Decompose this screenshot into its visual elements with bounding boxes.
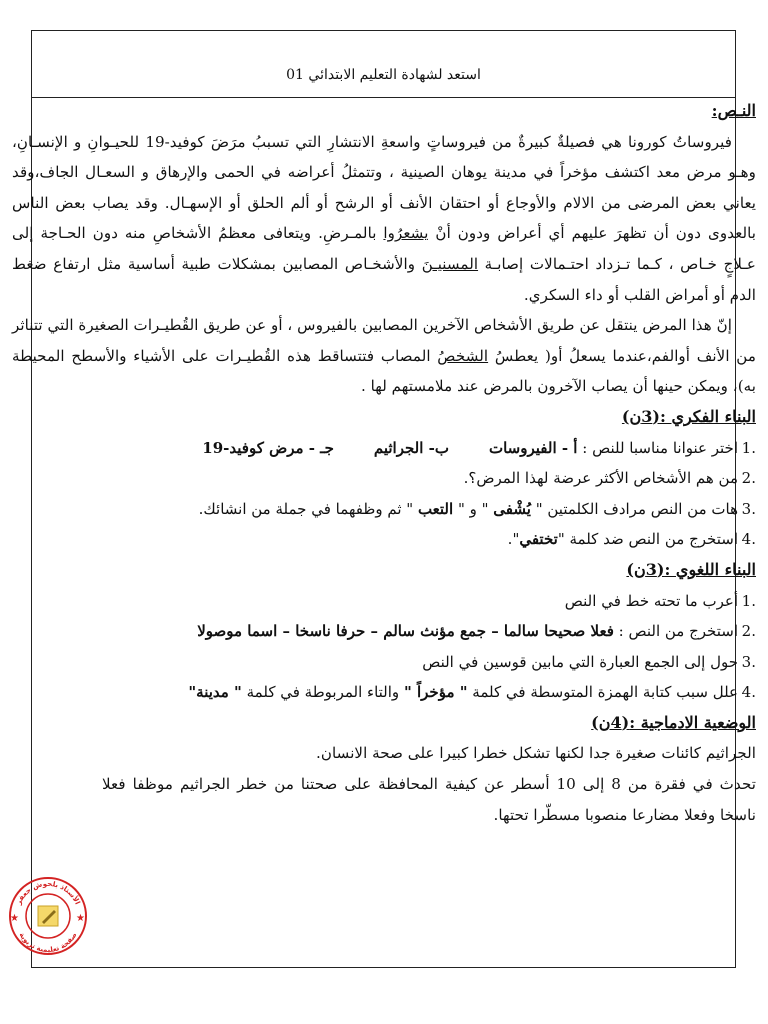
worksheet-content — [12, 96, 756, 830]
option: ب- الجراثيم — [373, 438, 449, 457]
points-label: (3ن) — [626, 559, 665, 579]
integration-heading: الوضعية الادماجية :(4ن) — [591, 712, 756, 732]
intellectual-questions — [12, 433, 756, 555]
question-item: .4 استخرج من النص ضد كلمة "تختفي". — [507, 530, 756, 549]
points-label: (4ن) — [591, 712, 630, 732]
integration-line-1: الجراثيم كائنات صغيرة جدا لكنها تشكل خطرا كبيرا على صحة الانسان. — [316, 744, 756, 763]
text-heading: النـص: — [711, 101, 756, 120]
svg-text:الأستاذ بلحوش جعفر: الأستاذ بلحوش جعفر — [14, 879, 82, 906]
question-item: .3 هات من النص مرادف الكلمتين " يُشْفى " و " التعب " ثم وظفهما في جملة من انشائك. — [198, 499, 756, 518]
linguistic-heading: البناء اللغوي :(3ن) — [626, 559, 756, 579]
question-item: .2 من هم الأشخاص الأكثر عرضة لهذا المرض؟. — [463, 469, 756, 488]
integration-line-2: تحدث في فقرة من 8 إلى 10 أسطر عن كيفية المحافظة على صحتنا من خطر الجراثيم موظفا فعلا ناسخا وفعلا مضارعا منصوبا مسطّرا تحتها. — [102, 775, 756, 824]
points-label: (3ن) — [621, 406, 660, 426]
svg-text:صفحة تعليمية تربوية: صفحة تعليمية تربوية — [17, 931, 79, 955]
question-item: .1 أعرب ما تحته خط في النص — [564, 591, 756, 610]
question-item: .3 حول إلى الجمع العبارة التي مابين قوسين في النص — [422, 652, 756, 671]
question-item: .4 علل سبب كتابة الهمزة المتوسطة في كلمة " مؤخراً " والتاء المربوطة في كلمة " مدينة" — [188, 683, 756, 702]
underlined-word: المسنيـنَ — [421, 254, 479, 273]
svg-text:★: ★ — [10, 913, 19, 924]
question-item: .2 استخرج من النص : فعلا صحيحا سالما – جمع مؤنث سالم – حرفا ناسخا – اسما موصولا — [197, 622, 756, 641]
teacher-stamp — [6, 874, 90, 958]
option: أ - الفيروسات — [488, 438, 578, 457]
page-header — [32, 31, 735, 98]
question-item: .1 اختر عنوانا مناسبا للنص : أ - الفيروساتب- الجراثيمجـ - مرض كوفيد-19 — [12, 433, 756, 464]
svg-text:★: ★ — [76, 913, 85, 924]
option: جـ - مرض كوفيد-19 — [202, 438, 334, 457]
linguistic-questions — [12, 586, 756, 708]
underlined-word: الشخصُ — [437, 346, 489, 365]
text-paragraph-1: فيروساتُ كورونا هي فصيلةٌ كبيرةٌ من فيروساتٍ واسعةِ الانتشارِ التي تسببُ مرَضَ كوفيد-19 للحيـوانِ و الإنسـانِ، وهـو مرض معد اكتشف مؤخراً في مدينة يوهان الصينية ، وتتمثلُ أعراضه في الحمى والإرهاق و السعـال الجاف،وقد يعاني بعض المرضى من الالام والأوجاع أو احتقان الأنف أو الرشح أو ألم الحلق أو الإسهـال. وقد يصاب بعض الناس بالعدوى دون أن تظهرَ عليهم أي أعراض ودون أنْ يشعرُوا بالمـرضِ. ويتعافى معظمُ الأشخاصِ منه دون الحـاجة إلى عـلاجٍ خـاص ، كـما تـزداد احتـمالات إصابـة المسنيـنَ والأشخـاص المصابين بمشكلات طبية أساسية مثل ارتفاع ضغط الدم أو أمراض القلب أو داء السكري. — [12, 132, 756, 304]
underlined-word: يشعرُوا — [383, 224, 429, 243]
text-paragraph-2: إنّ هذا المرض ينتقل عن طريق الأشخاص الآخرين المصابين بالفيروس ، أو عن طريق القُطيـرات الصغيرة التي تتناثر من الأنف أوالفم،عندما يسعلُ أو( يعطسُ الشخصُ المصاب فتتساقط هذه القُطيـرات على الأشياء والأسطح المحيطة به)، ويمكن حينها أن يصاب الآخرون بالمرض عند ملامستهم لها . — [12, 316, 756, 396]
stamp-seal-icon — [6, 874, 90, 958]
page-title: استعد لشهادة التعليم الابتدائي 01 — [286, 67, 481, 83]
intellectual-heading: البناء الفكري :(3ن) — [621, 406, 756, 426]
